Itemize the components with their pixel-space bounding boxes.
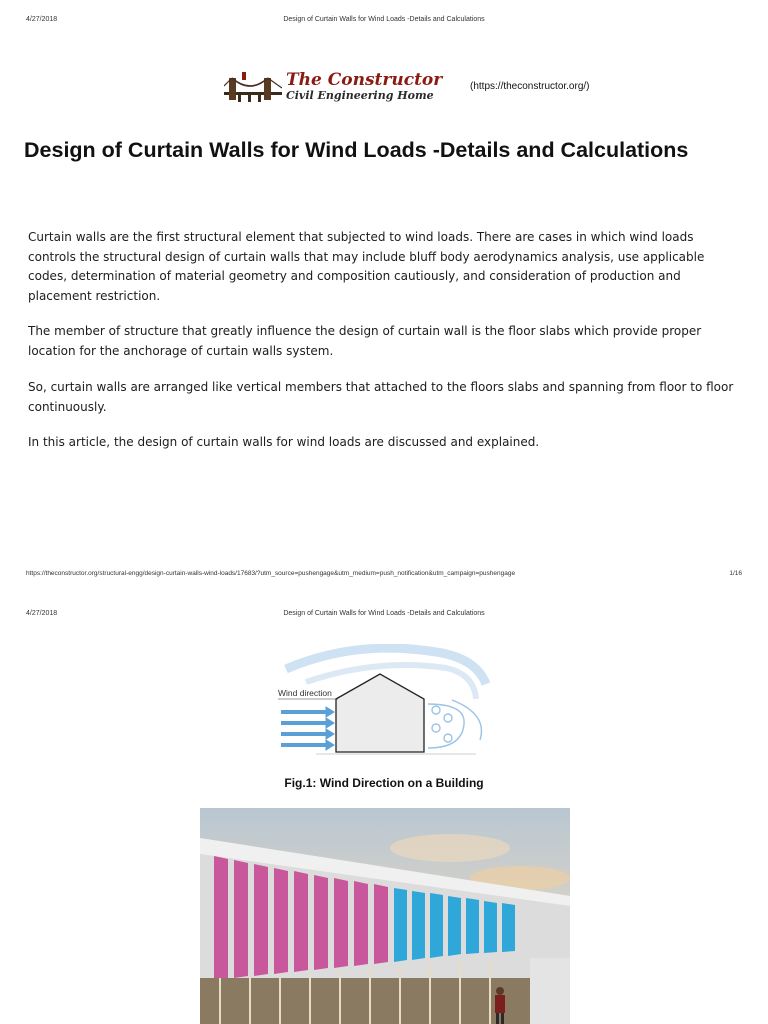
site-logo[interactable]: [224, 70, 590, 106]
bridge-logo-icon: [224, 72, 282, 104]
page-number: 1/16: [729, 570, 742, 577]
paragraph-2: The member of structure that greatly influence the design of curtain wall is the floor slabs which provide proper location for the anchorage of curtain walls system.: [28, 324, 702, 358]
figure-1-caption: Fig.1: Wind Direction on a Building: [284, 776, 484, 790]
print-header-2: [26, 610, 742, 620]
wind-direction-figure: [276, 644, 496, 764]
paragraph-3: So, curtain walls are arranged like vertical members that attached to the floors slabs and spanning from floor to floor continuously.: [28, 380, 734, 414]
logo-tagline: Civil Engineering Home: [286, 89, 434, 102]
paragraph-4: In this article, the design of curtain walls for wind loads are discussed and explained.: [28, 435, 540, 449]
print-footer: [26, 570, 742, 580]
site-link[interactable]: (https://theconstructor.org/): [470, 81, 590, 92]
paragraph-1: Curtain walls are the first structural element that subjected to wind loads. There are cases in which wind loads controls the structural design of curtain walls that may include bluff body aerodynamics analysis, use applicable codes, determination of material geometry and composition cautiously, and consideration of production and placement restriction.: [28, 230, 705, 303]
curtain-wall-photo: [200, 808, 570, 1024]
print-date-2: 4/27/2018: [26, 610, 58, 617]
footer-url[interactable]: https://theconstructor.org/structural-engg/design-curtain-walls-wind-loads/17683/?utm_source=pushengage&utm_medium=push_notification&utm_campaign=pushengage: [26, 570, 516, 577]
logo-name: The Constructor: [286, 70, 443, 90]
print-title: Design of Curtain Walls for Wind Loads -Details and Calculations: [283, 16, 485, 23]
print-title-2: Design of Curtain Walls for Wind Loads -Details and Calculations: [283, 610, 485, 617]
article-title: Design of Curtain Walls for Wind Loads -Details and Calculations: [24, 138, 689, 162]
wind-direction-label: Wind direction: [278, 688, 332, 698]
print-header: [26, 16, 742, 26]
print-date: 4/27/2018: [26, 16, 58, 23]
